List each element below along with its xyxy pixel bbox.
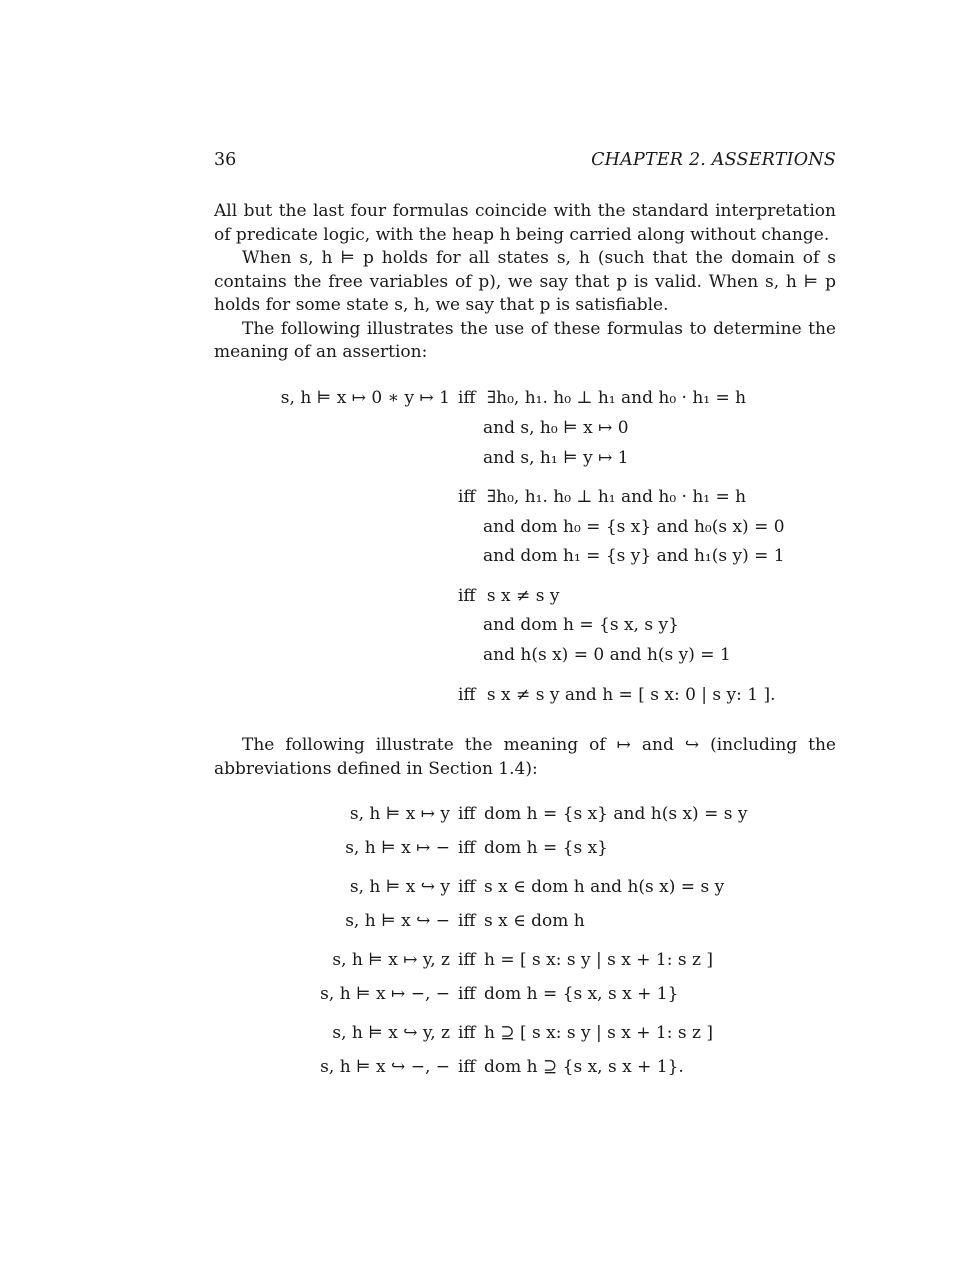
derivation-line [458,487,746,511]
iff-keyword: iff [458,1023,476,1043]
meaning-lhs: s, h ⊨ x ↪ −, − [320,1057,450,1077]
derivation-line [458,586,559,610]
meaning-lhs: s, h ⊨ x ↦ − [345,838,450,858]
derivation-formula: s x ≠ s y and h = [ s x: 0 | s y: 1 ]. [486,685,776,705]
derivation-lhs: s, h ⊨ x ↦ 0 ∗ y ↦ 1 [280,388,450,408]
meaning-row [214,838,836,862]
meaning-rhs: s x ∈ dom h [484,911,585,931]
derivation-line [483,615,679,639]
meaning-rhs: dom h = {s x} [484,838,608,858]
derivation-line [483,645,731,669]
paragraph-1: All but the last four formulas coincide with the standard interpretation of predicate logic, with the heap h being carried along without change. [214,201,836,245]
meaning-rhs: h = [ s x: s y | s x + 1: s z ] [484,950,713,970]
meaning-row [214,1023,836,1047]
page-number: 36 [214,150,237,170]
iff-keyword: iff [458,388,476,408]
meaning-lhs: s, h ⊨ x ↪ y [349,877,450,897]
meaning-lhs: s, h ⊨ x ↦ y, z [332,950,450,970]
iff-keyword: iff [458,685,476,705]
derivation-formula: and dom h₀ = {s x} and h₀(s x) = 0 [483,517,785,537]
derivation-line [458,685,776,709]
meaning-rhs: dom h ⊇ {s x, s x + 1}. [484,1057,684,1077]
derivation-formula: and s, h₀ ⊨ x ↦ 0 [483,418,629,438]
iff-keyword: iff [458,877,476,897]
transition-text [214,734,836,781]
paragraph-2: When s, h ⊨ p holds for all states s, h (such that the domain of s contains the free variables of p), we say that p is valid. When s, h ⊨ p holds for some state s, h, we say that p is satisfiable. [214,248,836,315]
derivation-line [483,448,629,472]
derivation-formula: and h(s x) = 0 and h(s y) = 1 [483,645,731,665]
intro-text [214,200,836,365]
derivation-formula: and dom h₁ = {s y} and h₁(s y) = 1 [483,546,785,566]
meaning-row [214,950,836,974]
derivation-formula: and s, h₁ ⊨ y ↦ 1 [483,448,629,468]
derivation-formula: s x ≠ s y [486,586,560,606]
meaning-row [214,877,836,901]
chapter-title: CHAPTER 2. ASSERTIONS [591,150,836,170]
derivation-line [483,546,785,570]
meaning-lhs: s, h ⊨ x ↦ −, − [320,984,450,1004]
meaning-row [214,804,836,828]
derivation-formula: ∃h₀, h₁. h₀ ⊥ h₁ and h₀ · h₁ = h [486,487,747,507]
iff-keyword: iff [458,1057,476,1077]
derivation-formula: and dom h = {s x, s y} [483,615,679,635]
iff-keyword: iff [458,950,476,970]
meaning-rhs: dom h = {s x} and h(s x) = s y [484,804,748,824]
meaning-lhs: s, h ⊨ x ↪ y, z [332,1023,450,1043]
meaning-lhs: s, h ⊨ x ↪ − [345,911,450,931]
meaning-rhs: h ⊇ [ s x: s y | s x + 1: s z ] [484,1023,713,1043]
iff-keyword: iff [458,984,476,1004]
iff-keyword: iff [458,586,476,606]
iff-keyword: iff [458,838,476,858]
running-header [214,150,836,172]
derivation-line [483,418,629,442]
meaning-lhs: s, h ⊨ x ↦ y [349,804,450,824]
iff-keyword: iff [458,487,476,507]
paragraph-4: The following illustrate the meaning of ↦ and ↪ (including the abbreviations defined in Section 1.4): [214,735,836,779]
meaning-row [214,984,836,1008]
paragraph-3: The following illustrates the use of these formulas to determine the meaning of an assertion: [214,318,836,362]
derivation-formula: ∃h₀, h₁. h₀ ⊥ h₁ and h₀ · h₁ = h [486,388,747,408]
meaning-row [214,1057,836,1081]
iff-keyword: iff [458,804,476,824]
iff-keyword: iff [458,911,476,931]
meaning-rhs: dom h = {s x, s x + 1} [484,984,679,1004]
derivation-line [458,388,746,412]
derivation-line [483,517,785,541]
meaning-row [214,911,836,935]
meaning-rhs: s x ∈ dom h and h(s x) = s y [484,877,725,897]
